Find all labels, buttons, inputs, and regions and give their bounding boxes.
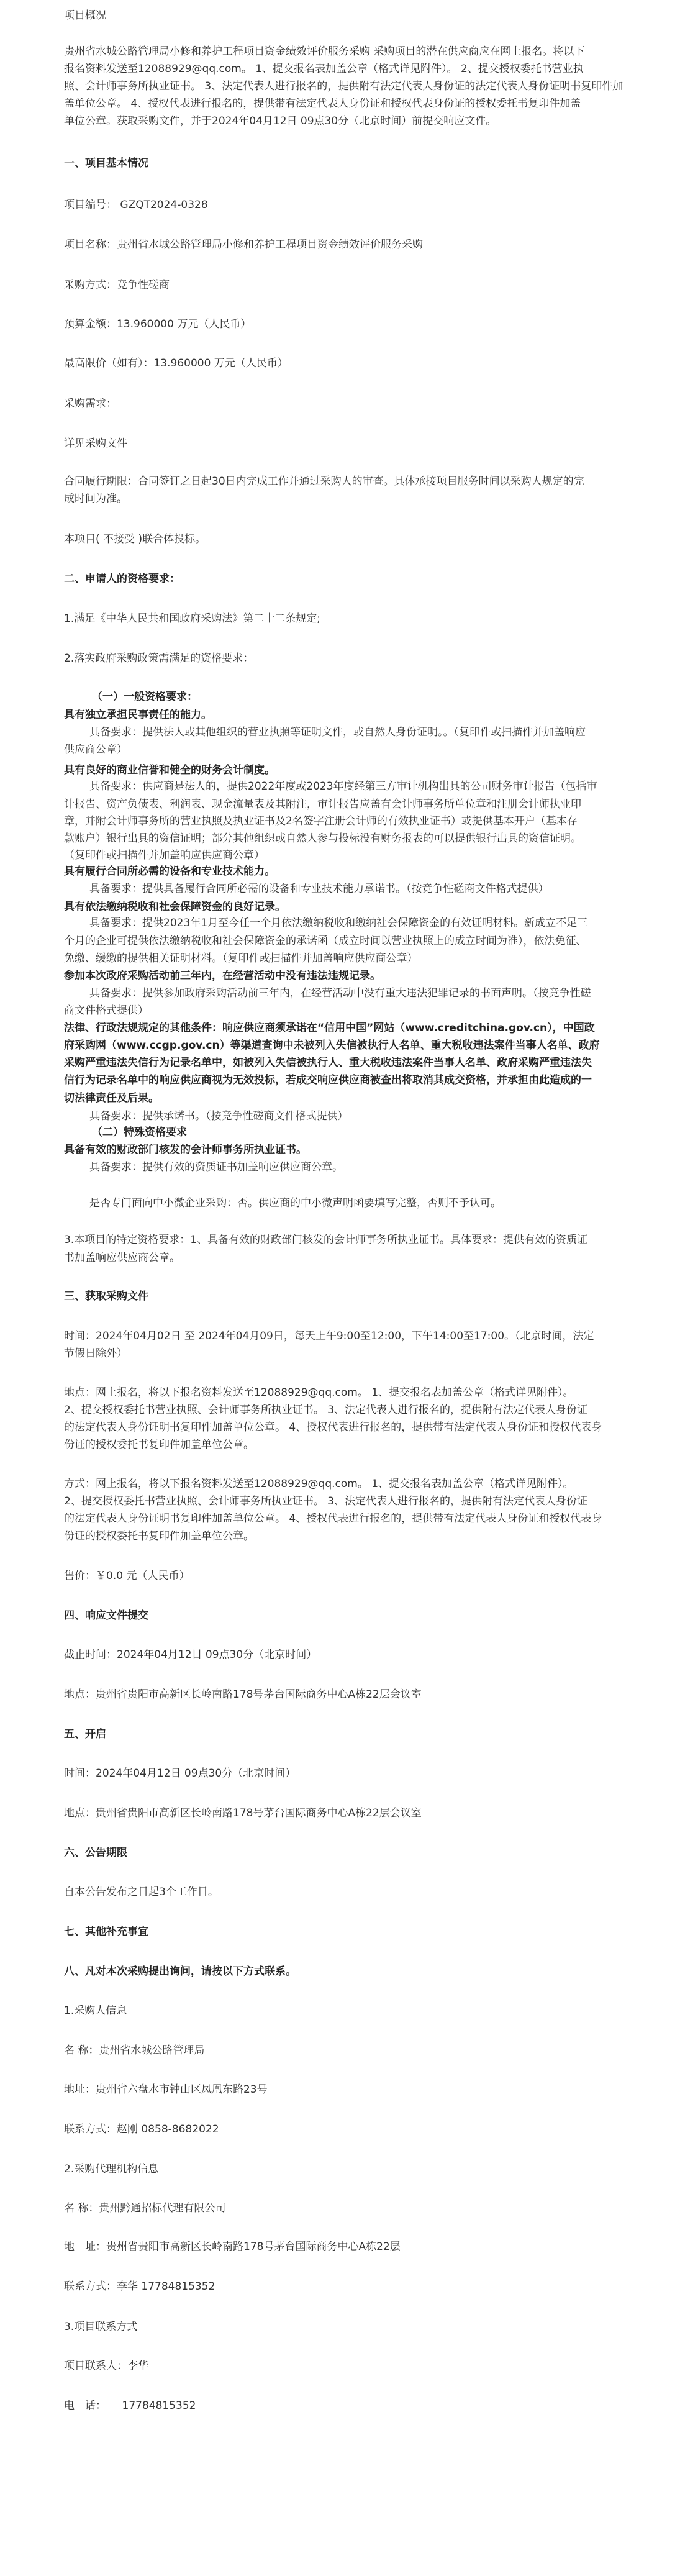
doc-line-57: 份证的授权委托书复印件加盖单位公章。 (64, 1439, 254, 1451)
doc-line-55: 2、提交授权委托书营业执照、会计师事务所执业证书。 3、法定代表人进行报名的，提供附有法定代表人身份证 (64, 1404, 588, 1416)
doc-line-49: 3.本项目的特定资格要求：1、具备有效的财政部门核发的会计师事务所执业证书。具体要求：提供有效的资质证 (64, 1234, 588, 1246)
doc-line-83: 电 话： 17784815352 (64, 2400, 196, 2412)
doc-line-62: 售价：￥0.0 元（人民币） (64, 1570, 190, 1582)
doc-line-10: 预算金额：13.960000 万元（人民币） (64, 318, 252, 330)
doc-line-60: 的法定代表人身份证明书复印件加盖单位公章。 4、授权代表进行报名的，提供带有法定代表人身份证和授权代表身 (64, 1513, 602, 1525)
doc-line-25: 具备要求：供应商是法人的，提供2022年度或2023年度经第三方审计机构出具的公司财务审计报告（包括审 (89, 780, 597, 793)
bold-line: （一）一般资格要求： (92, 691, 197, 703)
doc-line-0: 项目概况 (64, 9, 106, 22)
doc-line-18: 1.满足《中华人民共和国政府采购法》第二十二条规定; (64, 612, 320, 625)
doc-line-33: 具备要求：提供2023年1月至今任一个月依法缴纳税收和缴纳社会保障资金的有效证明材料。新成立不足三 (89, 917, 588, 929)
bold-line: 法律、行政法规规定的其他条件：响应供应商须承诺在“信用中国”网站（www.creditchina.gov.cn），中国政 (64, 1022, 595, 1034)
bold-line: 切法律责任及后果。 (64, 1092, 159, 1104)
section-heading: 六、公告期限 (64, 1847, 127, 1859)
doc-line-13: 详见采购文件 (64, 437, 127, 450)
doc-line-27: 章，并附会计师事务所的营业执照及执业证书及2名签字注册会计师的有效执业证书）或提供基本开户（基本存 (64, 815, 578, 827)
doc-line-79: 地 址：贵州省贵阳市高新区长岭南路178号茅台国际商务中心A栋22层 (64, 2241, 401, 2253)
doc-line-3: 照、会计师事务所执业证书。 3、法定代表人进行报名的，提供附有法定代表人身份证的法定代表人身份证明书复印件加 (64, 80, 623, 93)
bold-line: 参加本次政府采购活动前三年内，在经营活动中没有违法违规记录。 (64, 970, 381, 982)
doc-line-47: 具备要求：提供有效的资质证书加盖响应供应商公章。 (89, 1161, 343, 1173)
doc-line-78: 名 称：贵州黔通招标代理有限公司 (64, 2202, 226, 2214)
doc-line-61: 份证的授权委托书复印件加盖单位公章。 (64, 1530, 254, 1542)
doc-line-7: 项目编号： GZQT2024-0328 (64, 199, 208, 211)
bold-line: 具有履行合同所必需的设备和专业技术能力。 (64, 865, 275, 878)
doc-line-74: 名 称：贵州省水城公路管理局 (64, 2044, 205, 2057)
doc-line-8: 项目名称：贵州省水城公路管理局小修和养护工程项目资金绩效评价服务采购 (64, 239, 423, 251)
doc-line-2: 报名资料发送至12088929@qq.com。 1、提交报名表加盖公章（格式详见附件）。 2、提交授权委托书营业执 (64, 63, 584, 75)
section-heading: 八、凡对本次采购提出询问，请按以下方式联系。 (64, 1965, 296, 1978)
doc-line-59: 2、提交授权委托书营业执照、会计师事务所执业证书。 3、法定代表人进行报名的，提供附有法定代表人身份证 (64, 1495, 588, 1508)
section-heading: 四、响应文件提交 (64, 1609, 148, 1622)
doc-line-58: 方式：网上报名，将以下报名资料发送至12088929@qq.com。 1、提交报名表加盖公章（格式详见附件）。 (64, 1478, 574, 1490)
doc-line-1: 贵州省水城公路管理局小修和养护工程项目资金绩效评价服务采购 采购项目的潜在供应商应在网上报名。将以下 (64, 45, 585, 58)
doc-line-77: 2.采购代理机构信息 (64, 2163, 159, 2175)
section-heading: 三、获取采购文件 (64, 1290, 148, 1303)
doc-line-22: 具备要求：提供法人或其他组织的营业执照等证明文件，或自然人身份证明。。（复印件或扫描件并加盖响应 (89, 726, 586, 739)
doc-line-67: 时间：2024年04月12日 09点30分（北京时间） (64, 1767, 296, 1780)
doc-line-44: 具备要求：提供承诺书。（按竞争性磋商文件格式提供） (89, 1110, 348, 1122)
doc-line-53: 节假日除外） (64, 1347, 127, 1360)
bold-line: 具有依法缴纳税收和社会保障资金的良好记录。 (64, 901, 286, 913)
doc-line-19: 2.落实政府采购政策需满足的资格要求： (64, 652, 254, 665)
doc-line-56: 的法定代表人身份证明书复印件加盖单位公章。 4、授权代表进行报名的，提供带有法定代表人身份证和授权代表身 (64, 1421, 602, 1434)
doc-line-50: 书加盖响应供应商公章。 (64, 1252, 180, 1264)
section-heading: 二、申请人的资格要求： (64, 573, 180, 585)
doc-line-35: 免缴、缓缴的提供相关证明材料。（复印件或扫描件并加盖响应供应商公章） (64, 952, 418, 965)
doc-line-82: 项目联系人：李华 (64, 2360, 148, 2372)
bold-line: 具备有效的财政部门核发的会计师事务所执业证书。 (64, 1144, 307, 1156)
bold-line: 府采购网（www.ccgp.gov.cn）等渠道查询中未被列入失信被执行人名单、重大税收违法案件当事人名单、政府 (64, 1039, 600, 1052)
doc-line-29: （复印件或扫描件并加盖响应供应商公章） (64, 849, 265, 862)
doc-line-16: 本项目( 不接受 )联合体投标。 (64, 533, 206, 545)
doc-line-75: 地址：贵州省六盘水市钟山区凤凰东路23号 (64, 2083, 268, 2096)
doc-line-80: 联系方式：李华 17784815352 (64, 2280, 215, 2293)
doc-line-65: 地点：贵州省贵阳市高新区长岭南路178号茅台国际商务中心A栋22层会议室 (64, 1688, 422, 1701)
doc-line-37: 具备要求：提供参加政府采购活动前三年内，在经营活动中没有重大违法犯罪记录的书面声明。（按竞争性磋 (89, 987, 591, 999)
doc-line-64: 截止时间：2024年04月12日 09点30分（北京时间） (64, 1649, 317, 1661)
doc-line-81: 3.项目联系方式 (64, 2321, 138, 2333)
section-heading: 五、开启 (64, 1728, 106, 1741)
doc-line-38: 商文件格式提供） (64, 1004, 148, 1017)
doc-line-15: 成时间为准。 (64, 493, 127, 505)
doc-line-11: 最高限价（如有）：13.960000 万元（人民币） (64, 357, 288, 370)
doc-line-9: 采购方式：竞争性磋商 (64, 279, 170, 291)
section-heading: 七、其他补充事宜 (64, 1926, 148, 1938)
doc-line-52: 时间：2024年04月02日 至 2024年04月09日，每天上午9:00至12:00，下午14:00至17:00。（北京时间，法定 (64, 1330, 594, 1342)
doc-line-26: 计报告、资产负债表、利润表、现金流量表及其附注，审计报告应盖有会计师事务所单位章和注册会计师执业印 (64, 798, 581, 811)
doc-line-23: 供应商公章） (64, 744, 127, 756)
doc-line-12: 采购需求： (64, 398, 117, 410)
doc-line-14: 合同履行期限：合同签订之日起30日内完成工作并通过采购人的审查。具体承接项目服务时间以采购人规定的完 (64, 475, 584, 488)
doc-line-28: 款账户）银行出具的资信证明；部分其他组织或自然人参与投标没有财务报表的可以提供银行出具的资信证明。 (64, 832, 581, 845)
bold-line: 采购严重违法失信行为记录名单中，如被列入失信被执行人、重大税收违法案件当事人名单、政府采购严重违法失 (64, 1057, 592, 1069)
bold-line: 具有良好的商业信誉和健全的财务会计制度。 (64, 764, 275, 776)
bold-line: 具有独立承担民事责任的能力。 (64, 709, 212, 721)
bold-line: 信行为记录名单中的响应供应商视为无效投标，若成交响应供应商被查出将取消其成交资格，并承担由此造成的一 (64, 1074, 592, 1086)
doc-line-76: 联系方式：赵刚 0858-8682022 (64, 2123, 219, 2136)
doc-line-4: 盖单位公章。 4、授权代表进行报名的，提供带有法定代表人身份证和授权代表身份证的授权委托书复印件加盖 (64, 98, 581, 110)
doc-line-31: 具备要求：提供具备履行合同所必需的设备和专业技术能力承诺书。（按竞争性磋商文件格式提供） (89, 883, 549, 895)
doc-line-48: 是否专门面向中小微企业采购：否。供应商的中小微声明函要填写完整，否则不予认可。 (89, 1197, 501, 1209)
doc-line-5: 单位公章。获取采购文件，并于2024年04月12日 09点30分（北京时间）前提交响应文件。 (64, 115, 497, 127)
doc-line-73: 1.采购人信息 (64, 2005, 127, 2017)
bold-line: （二）特殊资格要求 (92, 1126, 187, 1139)
doc-line-34: 个月的企业可提供依法缴纳税收和社会保障资金的承诺函（成立时间以营业执照上的成立时间为准），依法免征、 (64, 935, 587, 947)
doc-line-70: 自本公告发布之日起3个工作日。 (64, 1886, 219, 1898)
doc-line-68: 地点：贵州省贵阳市高新区长岭南路178号茅台国际商务中心A栋22层会议室 (64, 1807, 422, 1819)
section-heading: 一、项目基本情况 (64, 157, 148, 170)
doc-line-54: 地点：网上报名，将以下报名资料发送至12088929@qq.com。 1、提交报名表加盖公章（格式详见附件）。 (64, 1386, 574, 1399)
